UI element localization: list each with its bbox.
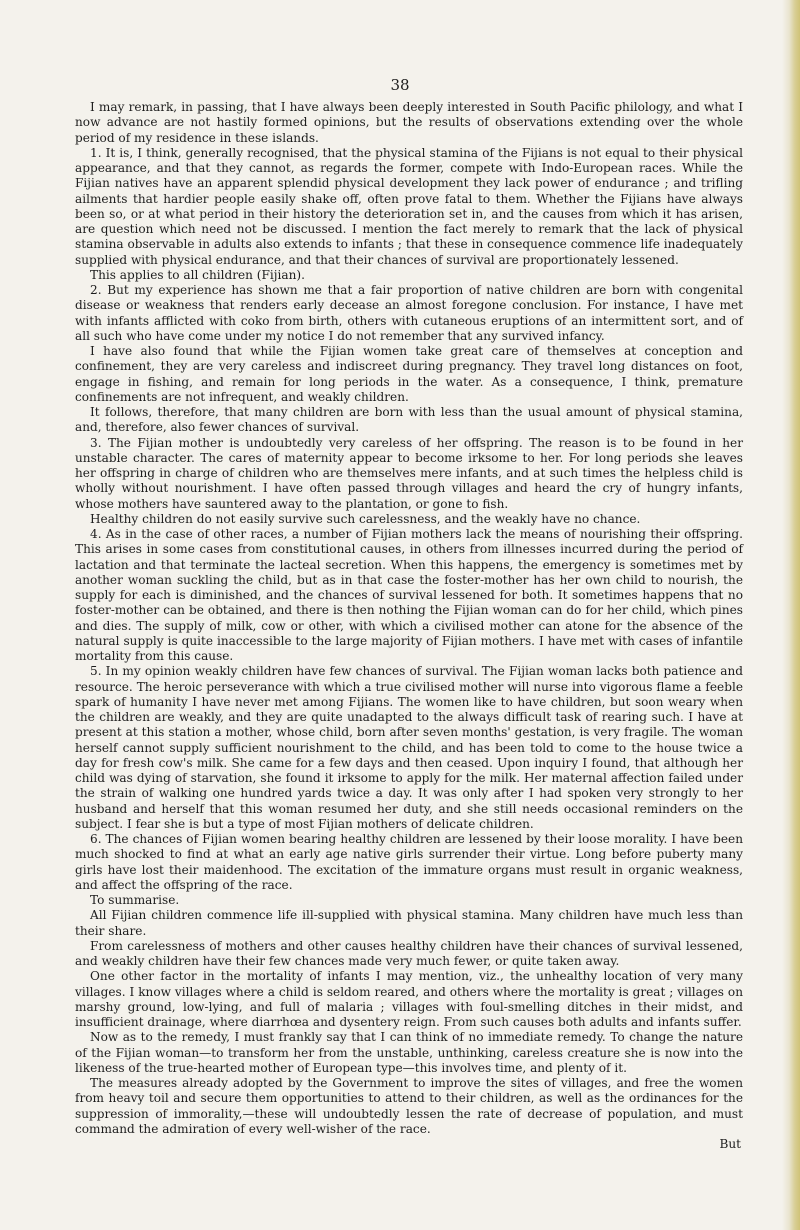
paragraph: Now as to the remedy, I must frankly say that I can think of no immediate remedy. To change the nature of the Fijian woman—to transform her from the unstable, unthinking, careless creature she is now into the likeness of the true-hearted mother of European type—this involves time, and plenty of it. bbox=[75, 1030, 743, 1075]
paragraph: I may remark, in passing, that I have always been deeply interested in South Pacific philology, and what I now advance are not hastily formed opinions, but the results of observations extending over the whole period of my residence in these islands. bbox=[75, 100, 743, 145]
paragraph: One other factor in the mortality of infants I may mention, viz., the unhealthy location of very many villages. I know villages where a child is seldom reared, and others where the mortality is great ; villages on marshy ground, low-lying, and full of malaria ; villages with foul-smelling ditches in their midst, and insufficient drainage, where diarrhœa and dysentery reign. From such causes both adults and infants suffer. bbox=[75, 969, 743, 1029]
paragraph: 1. It is, I think, generally recognised, that the physical stamina of the Fijians is not equal to their physical appearance, and that they cannot, as regards the former, compete with Indo-European races. While the Fijian natives have an apparent splendid physical development they lack power of endurance ; and trifling ailments that hardier people easily shake off, often prove fatal to them. Whether the Fijians have always been so, or at what period in their history the deterioration set in, and the causes from which it has arisen, are question which need not be discussed. I mention the fact merely to remark that the lack of physical stamina observable in adults also extends to infants ; that these in consequence commence life inadequately supplied with physical endurance, and that their chances of survival are proportionately lessened. bbox=[75, 145, 743, 267]
page-edge bbox=[782, 0, 800, 1230]
paragraph: 4. As in the case of other races, a number of Fijian mothers lack the means of nourishing their offspring. This arises in some cases from constitutional causes, in others from illnesses incurred during the period of lactation and that terminate the lacteal secretion. When this happens, the emergency is sometimes met by another woman suckling the child, but as in that case the foster-mother has her own child to nourish, the supply for each is diminished, and the chances of survival lessened for both. It sometimes happens that no foster-mother can be obtained, and there is then nothing the Fijian woman can do for her child, which pines and dies. The supply of milk, cow or other, with which a civilised mother can atone for the absence of the natural supply is quite inaccessible to the large majority of Fijian mothers. I have met with cases of infantile mortality from this cause. bbox=[75, 527, 743, 663]
paragraph: It follows, therefore, that many children are born with less than the usual amount of physical stamina, and, therefore, also fewer chances of survival. bbox=[75, 405, 743, 435]
paragraph: All Fijian children commence life ill-supplied with physical stamina. Many children have much less than their share. bbox=[75, 908, 743, 938]
paragraph: Healthy children do not easily survive such carelessness, and the weakly have no chance. bbox=[90, 511, 641, 526]
body-text bbox=[75, 100, 743, 1152]
paragraph: 6. The chances of Fijian women bearing healthy children are lessened by their loose morality. I have been much shocked to find at what an early age native girls surrender their virtue. Long before puberty many girls have lost their maidenhood. The excitation of the immature organs must result in organic weakness, and affect the offspring of the race. bbox=[75, 832, 743, 892]
paragraph: This applies to all children (Fijian). bbox=[90, 267, 305, 282]
paragraph: From carelessness of mothers and other causes healthy children have their chances of survival lessened, and weakly children have their few chances made very much fewer, or quite taken away. bbox=[75, 938, 743, 968]
catchword: But bbox=[719, 1137, 741, 1151]
paragraph: To summarise. bbox=[90, 893, 180, 907]
paragraph: The measures already adopted by the Government to improve the sites of villages, and free the women from heavy toil and secure them opportunities to attend to their children, as well as the ordinances for the suppression of immorality,—these will undoubtedly lessen the rate of decrease of population, and must command the admiration of every well-wisher of the race. bbox=[75, 1076, 743, 1136]
paragraph: I have also found that while the Fijian women take great care of themselves at conception and confinement, they are very careless and indiscreet during pregnancy. They travel long distances on foot, engage in fishing, and remain for long periods in the water. As a consequence, I think, premature confinements are not infrequent, and weakly children. bbox=[75, 344, 743, 404]
paragraph: 5. In my opinion weakly children have few chances of survival. The Fijian woman lacks both patience and resource. The heroic perseverance with which a true civilised mother will nurse into vigorous flame a feeble spark of humanity I have never met among Fijians. The women like to have children, but soon weary when the children are weakly, and they are quite unadapted to the always difficult task of rearing such. I have at present at this station a mother, whose child, born after seven months' gestation, is very fragile. The woman herself cannot supply sufficient nourishment to the child, and has been told to come to the house twice a day for fresh cow's milk. She came for a few days and then ceased. Upon inquiry I found, that although her child was dying of starvation, she found it irksome to apply for the milk. Her maternal affection failed under the strain of walking one hundred yards twice a day. It was only after I had spoken very strongly to her husband and herself that this woman resumed her duty, and she still needs occasional reminders on the subject. I fear she is but a type of most Fijian mothers of delicate children. bbox=[75, 664, 743, 831]
page-number: 38 bbox=[390, 76, 410, 94]
paragraph: 3. The Fijian mother is undoubtedly very careless of her offspring. The reason is to be found in her unstable character. The cares of maternity appear to become irksome to her. For long periods she leaves her offspring in charge of children who are themselves mere infants, and at such times the helpless child is wholly without nourishment. I have often passed through villages and heard the cry of hungry infants, whose mothers have sauntered away to the plantation, or gone to fish. bbox=[75, 435, 743, 511]
paragraph: 2. But my experience has shown me that a fair proportion of native children are born with congenital disease or weakness that renders early decease an almost foregone conclusion. For instance, I have met with infants afflicted with coko from birth, others with cutaneous eruptions of an intermittent sort, and of all such who have come under my notice I do not remember that any survived infancy. bbox=[75, 283, 743, 343]
